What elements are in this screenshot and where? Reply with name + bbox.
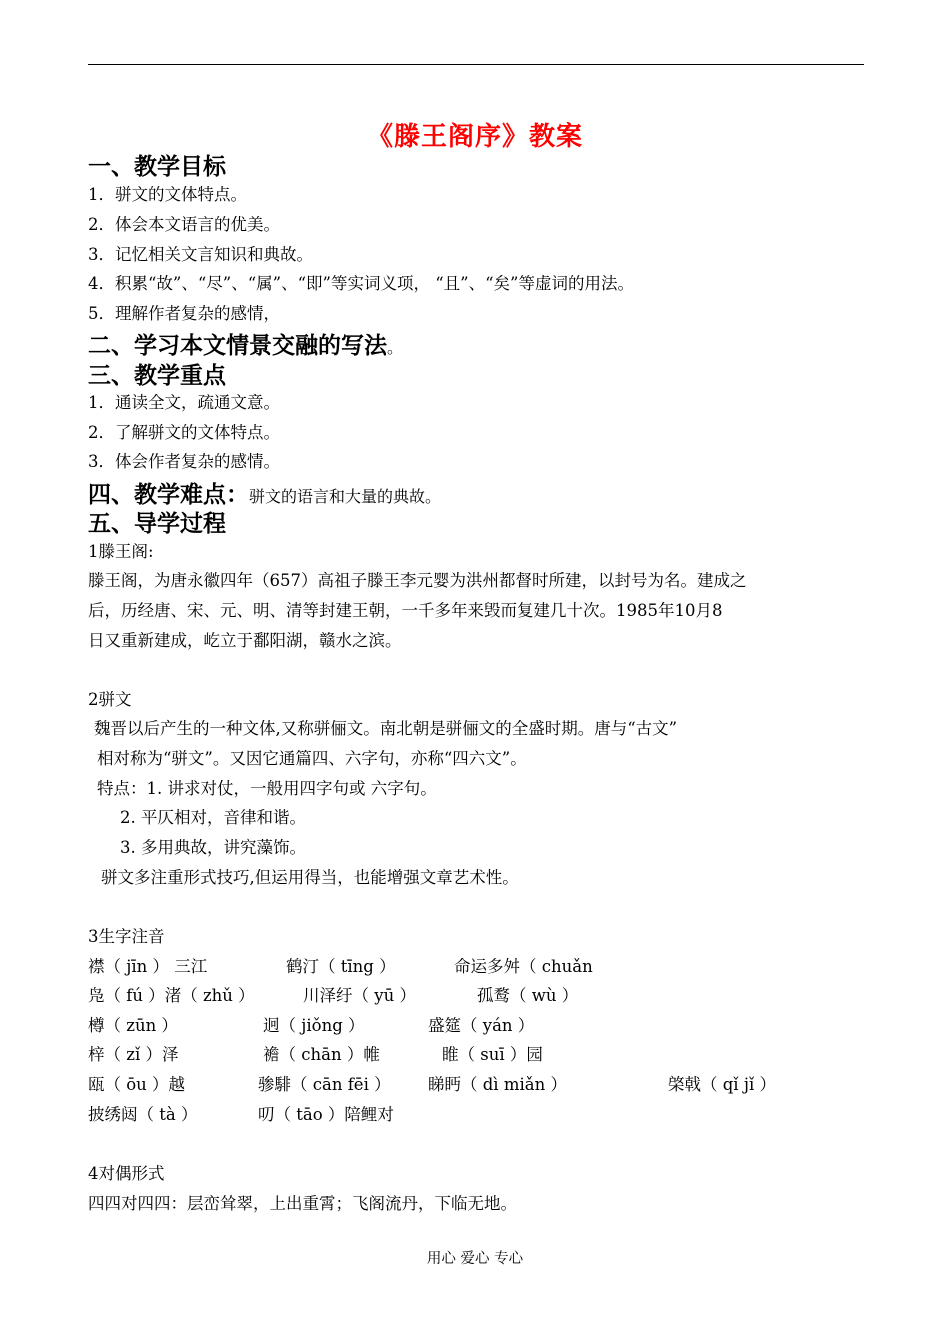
pinyin-entry: 凫（ fú ）渚（ zhǔ ）	[88, 986, 255, 1005]
p1-line-3: 日又重新建成，屹立于鄱阳湖，赣水之滨。	[88, 631, 402, 650]
pinyin-entry: 睢（ suī ）园	[442, 1045, 543, 1064]
page-footer: 用心 爱心 专心	[426, 1251, 524, 1267]
heading-difficulties	[88, 481, 441, 511]
pinyin-entry: 盛筵（ yán ）	[428, 1016, 535, 1035]
p1-label: 1滕王阁:	[88, 542, 154, 561]
goal-item-3: 3．记忆相关文言知识和典故。	[88, 245, 313, 264]
key-point-2: 2．了解骈文的文体特点。	[88, 423, 280, 442]
pinyin-entry: 鹤汀（ tīng ）	[286, 957, 396, 976]
p2-label: 2骈文	[88, 690, 132, 709]
pinyin-entry: 孤鹜（ wù ）	[477, 986, 579, 1005]
goal-item-5: 5．理解作者复杂的感情，	[88, 304, 280, 323]
p2-line-5: 3. 多用典故，讲究藻饰。	[120, 838, 306, 857]
pinyin-entry: 樽（ zūn ）	[88, 1016, 178, 1035]
pinyin-entry: 棨戟（ qǐ jǐ ）	[668, 1075, 776, 1094]
goal-item-1: 1．骈文的文体特点。	[88, 185, 247, 204]
goal-item-4: 4．积累“故”、“尽”、“属”、“即”等实词义项， “且”、“矣”等虚词的用法。	[88, 274, 634, 293]
pinyin-entry: 睇眄（ dì miǎn ）	[428, 1075, 567, 1094]
pinyin-entry: 川泽纡（ yū ）	[303, 986, 416, 1005]
pinyin-entry: 襜（ chān ）帷	[263, 1045, 380, 1064]
pinyin-entry: 襟（ jīn ） 三江	[88, 957, 208, 976]
p2-line-3: 特点：1. 讲求对仗，一般用四字句或 六字句。	[97, 779, 437, 798]
heading-key-points: 三、教学重点	[88, 363, 226, 389]
pinyin-entry: 梓（ zǐ ）泽	[88, 1045, 179, 1064]
p4-label: 4对偶形式	[88, 1164, 165, 1183]
p1-line-1: 滕王阁，为唐永徽四年（657）高祖子滕王李元婴为洪州都督时所建，以封号为名。建成之	[88, 571, 747, 590]
pinyin-entry: 瓯（ ōu ）越	[88, 1075, 186, 1094]
key-point-3: 3．体会作者复杂的感情。	[88, 452, 280, 471]
heading-difficulties-text: 四、教学难点：	[88, 482, 249, 508]
pinyin-entry: 骖騑（ cān fēi ）	[258, 1075, 391, 1094]
p2-line-6: 骈文多注重形式技巧,但运用得当，也能增强文章艺术性。	[101, 868, 519, 887]
pinyin-entry: 命运多舛（ chuǎn	[454, 957, 593, 976]
difficulties-text: 骈文的语言和大量的典故。	[249, 487, 442, 506]
p3-label: 3生字注音	[88, 927, 165, 946]
p2-line-4: 2. 平仄相对，音律和谐。	[120, 808, 306, 827]
document-title: 《滕王阁序》教案	[366, 122, 583, 152]
goal-item-2: 2．体会本文语言的优美。	[88, 215, 280, 234]
p4-line-1: 四四对四四：层峦耸翠，上出重霄；飞阁流丹，下临无地。	[88, 1194, 517, 1213]
pinyin-entry: 迥（ jiǒng ）	[263, 1016, 365, 1035]
heading-process: 五、导学过程	[88, 511, 226, 537]
p1-line-2: 后，历经唐、宋、元、明、清等封建王朝，一千多年来毁而复建几十次。1985年10月8	[88, 601, 723, 620]
heading-writing-method-tail: 。	[387, 338, 404, 357]
p2-line-1: 魏晋以后产生的一种文体,又称骈俪文。南北朝是骈俪文的全盛时期。唐与“古文”	[94, 719, 678, 738]
key-point-1: 1．通读全文，疏通文意。	[88, 393, 280, 412]
pinyin-entry: 披绣闼（ tà ）	[88, 1105, 198, 1124]
heading-teaching-goals: 一、教学目标	[88, 154, 226, 180]
heading-writing-method	[88, 332, 403, 362]
header-rule	[88, 64, 864, 65]
p2-line-2: 相对称为“骈文”。又因它通篇四、六字句，亦称“四六文”。	[97, 749, 527, 768]
heading-writing-method-text: 二、学习本文情景交融的写法	[88, 333, 387, 359]
pinyin-entry: 叨（ tāo ）陪鲤对	[258, 1105, 394, 1124]
